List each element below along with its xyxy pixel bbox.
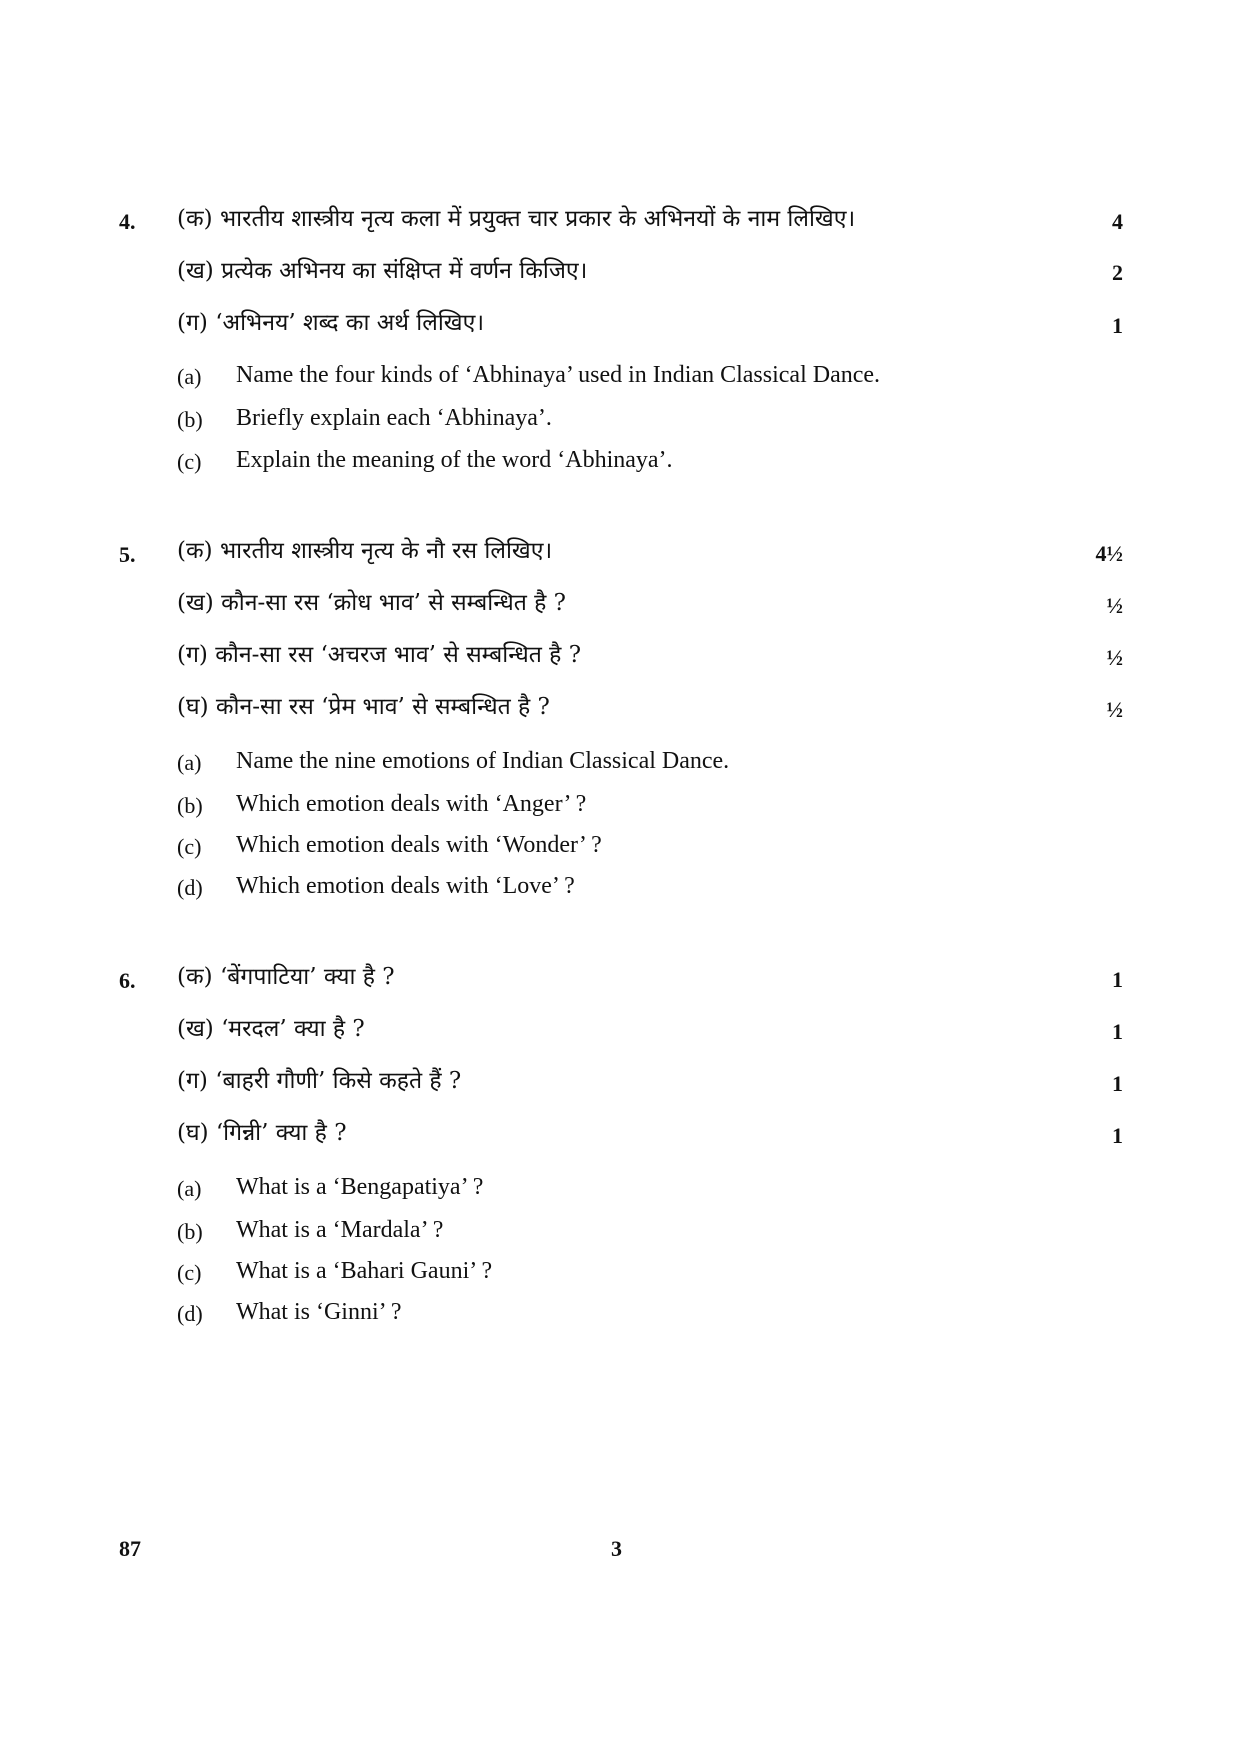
question-6-part-ga-marks: 1 [1112,1071,1123,1096]
part-label: (ग) [177,310,208,336]
question-4-part-kha-marks: 2 [1112,260,1123,285]
part-text: ‘अभिनय’ शब्द का अर्थ लिखिए। [215,310,485,336]
part-text: कौन-सा रस ‘प्रेम भाव’ से सम्बन्धित है ? [215,694,550,720]
part-text: कौन-सा रस ‘क्रोध भाव’ से सम्बन्धित है ? [221,590,567,616]
page-number: 3 [611,1536,622,1561]
part-text: ‘गिन्नी’ क्या है ? [215,1120,347,1146]
question-4-english-label-a: (a) [177,364,202,389]
question-6-english-text-d: What is ‘Ginni’ ? [236,1299,402,1325]
question-6-english-label-c: (c) [177,1260,202,1285]
question-5-english-text-d: Which emotion deals with ‘Love’ ? [236,873,575,899]
question-6-hindi-part-ga [177,1066,461,1096]
question-6-part-kha-marks: 1 [1112,1019,1123,1044]
question-5-english-label-a: (a) [177,750,202,775]
part-label: (ख) [177,258,214,284]
question-5-number: 5. [119,542,136,567]
question-5-english-label-d: (d) [177,875,203,900]
question-6-hindi-part-ka [177,962,395,992]
question-5-part-kha-marks: ½ [1106,593,1123,618]
question-5-english-text-b: Which emotion deals with ‘Anger’ ? [236,791,587,817]
question-4-english-label-c: (c) [177,449,202,474]
part-text: प्रत्येक अभिनय का संक्षिप्त में वर्णन किजिए। [221,258,588,284]
part-label: (ग) [177,1068,208,1094]
question-6-english-text-b: What is a ‘Mardala’ ? [236,1217,444,1243]
part-label: (ख) [177,590,214,616]
question-6-english-label-a: (a) [177,1176,202,1201]
question-6-number: 6. [119,968,136,993]
part-text: ‘मरदल’ क्या है ? [221,1016,365,1042]
question-5-hindi-part-ga [177,640,581,670]
question-4-part-ka-marks: 4 [1112,209,1123,234]
question-4-part-ga-marks: 1 [1112,313,1123,338]
question-4-english-text-c: Explain the meaning of the word ‘Abhinaya’. [236,447,673,473]
part-label: (क) [177,538,213,564]
question-6-hindi-part-gha [177,1118,347,1148]
question-5-part-ga-marks: ½ [1106,645,1123,670]
question-5-english-text-c: Which emotion deals with ‘Wonder’ ? [236,832,602,858]
part-label: (ग) [177,642,208,668]
question-4-hindi-part-kha [177,256,587,286]
question-5-part-gha-marks: ½ [1106,697,1123,722]
question-5-english-label-c: (c) [177,834,202,859]
part-label: (क) [177,206,213,232]
question-6-part-gha-marks: 1 [1112,1123,1123,1148]
part-text: भारतीय शास्त्रीय नृत्य कला में प्रयुक्त चार प्रकार के अभिनयों के नाम लिखिए। [219,206,856,232]
part-text: कौन-सा रस ‘अचरज भाव’ से सम्बन्धित है ? [215,642,582,668]
part-label: (ख) [177,1016,214,1042]
question-5-hindi-part-gha [177,692,550,722]
part-label: (घ) [177,694,209,720]
part-text: ‘बाहरी गौणी’ किसे कहते हैं ? [215,1068,462,1094]
question-5-hindi-part-kha [177,588,566,618]
question-6-english-text-a: What is a ‘Bengapatiya’ ? [236,1174,484,1200]
question-6-hindi-part-kha [177,1014,365,1044]
question-6-part-ka-marks: 1 [1112,967,1123,992]
question-6-english-label-d: (d) [177,1301,203,1326]
part-label: (घ) [177,1120,209,1146]
question-5-hindi-part-ka [177,536,552,566]
question-5-english-text-a: Name the nine emotions of Indian Classical Dance. [236,748,730,774]
part-text: भारतीय शास्त्रीय नृत्य के नौ रस लिखिए। [219,538,553,564]
part-label: (क) [177,964,213,990]
question-5-english-label-b: (b) [177,793,203,818]
question-4-english-text-a: Name the four kinds of ‘Abhinaya’ used in Indian Classical Dance. [236,362,881,388]
question-4-english-text-b: Briefly explain each ‘Abhinaya’. [236,405,552,431]
question-4-number: 4. [119,209,136,234]
question-5-part-ka-marks: 4½ [1095,541,1123,566]
question-6-english-text-c: What is a ‘Bahari Gauni’ ? [236,1258,493,1284]
part-text: ‘बेंगपाटिया’ क्या है ? [219,964,395,990]
paper-code: 87 [119,1536,141,1561]
question-4-english-label-b: (b) [177,407,203,432]
question-4-hindi-part-ga [177,308,484,338]
question-4-hindi-part-ka [177,204,855,234]
question-6-english-label-b: (b) [177,1219,203,1244]
